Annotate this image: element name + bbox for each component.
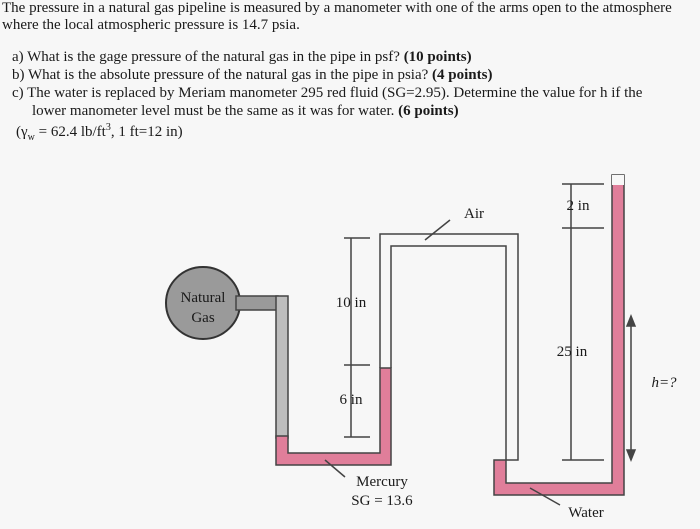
dim-25in-label: 25 in xyxy=(556,344,588,360)
air-tube xyxy=(380,234,518,460)
gas-leg xyxy=(276,296,288,438)
dim-6in-label: 6 in xyxy=(339,392,363,408)
dim-10in-label: 10 in xyxy=(335,295,367,311)
water-u-tube xyxy=(494,175,624,495)
part-c-points: (6 points) xyxy=(398,103,459,119)
h-label: h=? xyxy=(651,375,677,391)
given-subscript: w xyxy=(27,132,35,143)
gas-label-1: Natural xyxy=(180,290,226,306)
gas-label-2: Gas xyxy=(191,310,215,326)
given-value: = 62.4 lb/ft xyxy=(34,124,106,140)
mercury-u-tube xyxy=(276,368,391,465)
gas-pipe xyxy=(236,296,278,310)
given-superscript: 3 xyxy=(105,122,111,133)
mercury-label: Mercury xyxy=(356,474,408,490)
dim-2in-label: 2 in xyxy=(566,198,590,214)
problem-intro: The pressure in a natural gas pipeline is measured by a manometer with one of the arms open to the atmosphere where the local atmospheric pressure is 14.7 psia. xyxy=(2,0,672,33)
given-conversion: , 1 ft=12 in) xyxy=(110,124,183,140)
given-gamma: (γ xyxy=(16,124,28,140)
part-c-cont-text: lower manometer level must be the same as it was for water. xyxy=(32,103,395,119)
part-c-text: c) The water is replaced by Meriam manometer 295 red fluid (SG=2.95). Determine the value for h if the xyxy=(12,85,643,101)
part-b-text: b) What is the absolute pressure of the natural gas in the pipe in psia? xyxy=(12,67,429,83)
part-a-text: a) What is the gage pressure of the natural gas in the pipe in psf? xyxy=(12,49,400,65)
part-a-points: (10 points) xyxy=(403,49,472,65)
water-label: Water xyxy=(568,505,604,521)
part-b-points: (4 points) xyxy=(432,67,493,83)
mercury-sg-label: SG = 13.6 xyxy=(351,493,413,509)
air-label: Air xyxy=(464,206,484,222)
